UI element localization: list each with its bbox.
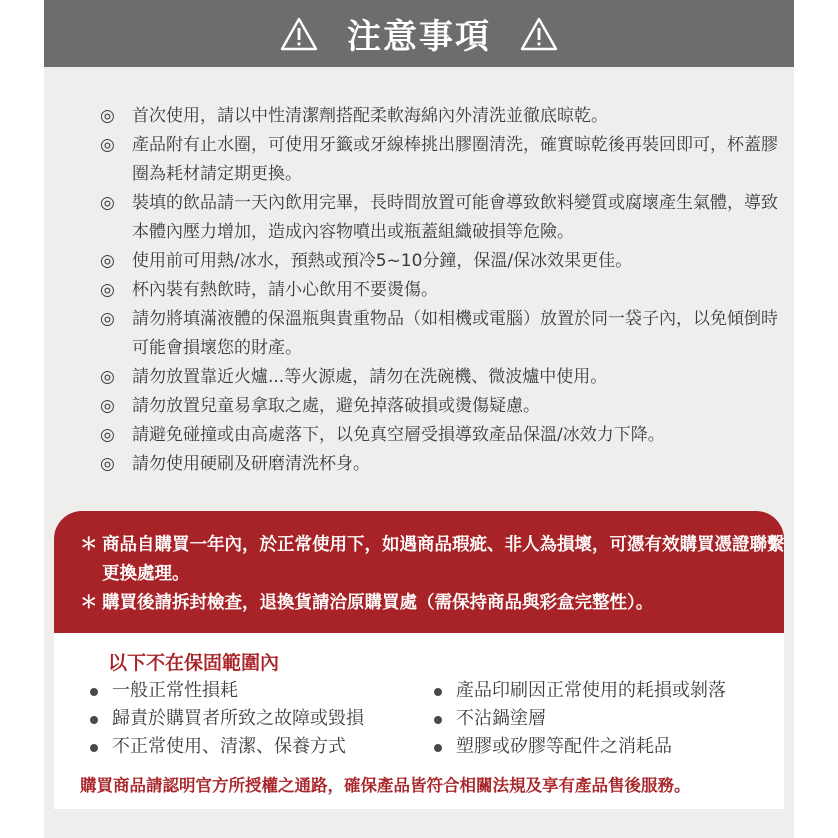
care-note-text: 請勿放置靠近火爐...等火源處，請勿在洗碗機、微波爐中使用。 [132,367,608,387]
notice-page [44,0,794,838]
list-item-text: 不正常使用、清潔、保養方式 [112,736,346,757]
bullet-icon [434,744,442,752]
authorized-channel-notice: 購買商品請認明官方所授權之通路，確保產品皆符合相關法規及享有產品售後服務。 [80,776,691,795]
care-note-text: 裝填的飲品請一天內飲用完畢，長時間放置可能會導致飲料變質或腐壞產生氣體，導致本體內壓力增加，造成內容物噴出或瓶蓋組織破損等危險。 [132,193,778,242]
care-note [100,102,780,131]
list-item [432,677,726,705]
circle-mark-icon: ◎ [100,454,115,474]
exclusions-box [54,633,784,809]
list-item [88,705,364,733]
exclusions-title: 以下不在保固範圍內 [108,652,280,674]
list-item [88,677,364,705]
warranty-text: 購買後請拆封檢查，退換貨請洽原購買處（需保持商品與彩盒完整性）。 [102,593,654,613]
care-note-text: 首次使用，請以中性清潔劑搭配柔軟海綿內外清洗並徹底晾乾。 [132,106,608,126]
care-note-text: 請勿使用硬刷及研磨清洗杯身。 [132,454,370,474]
care-note [100,189,780,247]
notice-header [44,0,794,67]
care-note-text: 請勿將填滿液體的保溫瓶與貴重物品（如相機或電腦）放置於同一袋子內，以免傾倒時可能會損壞您的財產。 [132,309,778,358]
warranty-text: 商品自購買一年內，於正常使用下，如遇商品瑕疵、非人為損壞，可憑有效購買憑證聯繫更換處理。 [102,535,785,584]
circle-mark-icon: ◎ [100,309,115,329]
list-item-text: 塑膠或矽膠等配件之消耗品 [456,736,672,757]
care-note [100,276,780,305]
care-note-text: 請避免碰撞或由高處落下，以免真空層受損導致產品保溫/冰效力下降。 [132,425,665,445]
exclusions-list-right [432,677,726,761]
warranty-line [80,531,792,589]
care-note-text: 杯內裝有熱飲時，請小心飲用不要燙傷。 [132,280,438,300]
circle-mark-icon: ◎ [100,106,115,126]
care-note [100,450,780,479]
exclusions-list-left [88,677,364,761]
bullet-icon [90,744,98,752]
circle-mark-icon: ◎ [100,425,115,445]
list-item-text: 產品印刷因正常使用的耗損或剝落 [456,680,726,701]
list-item [432,705,726,733]
care-note-text: 使用前可用熱/冰水，預熱或預冷5~10分鐘，保溫/保冰效果更佳。 [132,251,633,271]
circle-mark-icon: ◎ [100,193,115,213]
bullet-icon [90,688,98,696]
list-item-text: 歸責於購買者所致之故障或毀損 [112,708,364,729]
list-item-text: 一般正常性損耗 [112,680,238,701]
list-item [88,733,364,761]
list-item [432,733,726,761]
asterisk-icon: ＊ [80,535,98,555]
care-note [100,247,780,276]
circle-mark-icon: ◎ [100,135,115,155]
warranty-line [80,589,792,618]
warning-icon [519,16,559,52]
circle-mark-icon: ◎ [100,251,115,271]
circle-mark-icon: ◎ [100,280,115,300]
page-title: 注意事項 [347,17,491,57]
care-note [100,131,780,189]
care-note [100,363,780,392]
list-item-text: 不沾鍋塗層 [456,708,546,729]
bullet-icon [434,716,442,724]
care-note-text: 請勿放置兒童易拿取之處，避免掉落破損或燙傷疑慮。 [132,396,540,416]
care-notes-list [100,102,780,479]
care-note [100,421,780,450]
bullet-icon [434,688,442,696]
circle-mark-icon: ◎ [100,396,115,416]
asterisk-icon: ＊ [80,593,98,613]
bullet-icon [90,716,98,724]
circle-mark-icon: ◎ [100,367,115,387]
warranty-box [54,511,784,633]
care-note [100,305,780,363]
warning-icon [279,16,319,52]
care-note [100,392,780,421]
care-note-text: 產品附有止水圈，可使用牙籤或牙線棒挑出膠圈清洗，確實晾乾後再裝回即可，杯蓋膠圈為耗材請定期更換。 [132,135,778,184]
